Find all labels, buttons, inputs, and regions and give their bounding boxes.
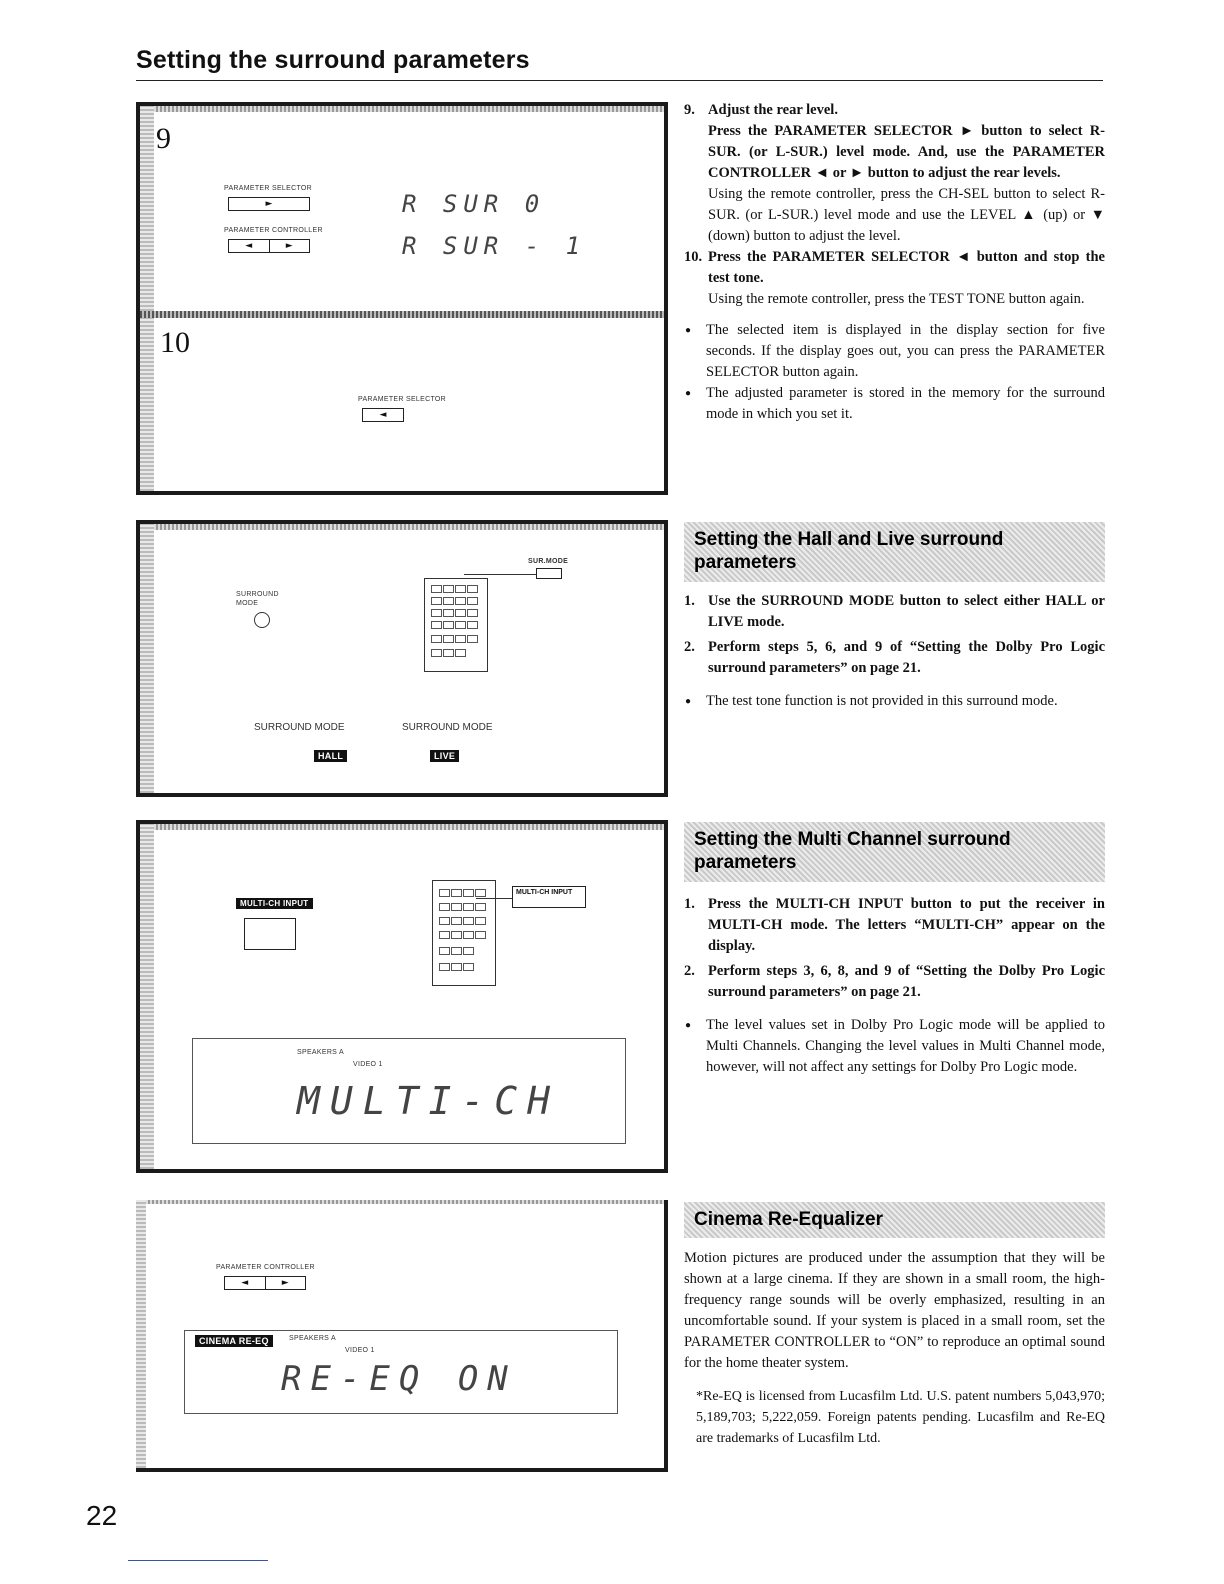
remote-key [431, 585, 442, 593]
remote-key [455, 609, 466, 617]
remote-key [455, 621, 466, 629]
step-number: 2. [684, 639, 695, 655]
step-number: 10 [160, 326, 190, 359]
surround-mode-label: SURROUND MODE [236, 591, 279, 607]
parameter-controller-label: PARAMETER CONTROLLER [216, 1264, 315, 1271]
illustration-panel-cinema-re-eq [136, 1200, 668, 1472]
display-readout: RE-EQ ON [281, 1359, 517, 1399]
note-bullet: ● The level values set in Dolby Pro Logic mode will be applied to Multi Channels. Changing the level values in Multi Channel mode, however, will not affect any settings for Dolby Pro Logic mode. [684, 1015, 1105, 1078]
live-indicator: LIVE [430, 750, 459, 762]
step-instruction: Perform steps 5, 6, and 9 of “Setting the Dolby Pro Logic surround parameters” on page 21. [708, 639, 1105, 676]
speakers-indicator: SPEAKERS A [289, 1335, 336, 1342]
remote-key [451, 903, 462, 911]
display-readout: MULTI-CH [297, 1079, 561, 1123]
remote-key [431, 621, 442, 629]
remote-key [463, 917, 474, 925]
surround-mode-label: SURROUND MODE [254, 722, 345, 733]
right-arrow-icon[interactable]: ► [281, 1278, 289, 1288]
step-remote-instruction: Using the remote controller, press the CH-SEL button to select R-SUR. (or L-SUR.) level mode and use the LEVEL ▲ (up) or ▼ (down) button to adjust the level. [708, 186, 1105, 244]
panel-texture [140, 524, 154, 793]
right-arrow-icon: ► [265, 199, 273, 209]
cinema-re-eq-section [684, 1248, 1105, 1449]
multi-ch-indicator: MULTI-CH INPUT [236, 898, 313, 909]
left-arrow-icon[interactable]: ◄ [229, 240, 270, 252]
remote-key [475, 889, 486, 897]
section-heading-cinema-re-eq: Cinema Re-Equalizer [684, 1202, 1105, 1238]
parameter-selector-label: PARAMETER SELECTOR [358, 396, 446, 403]
multi-ch-input-button[interactable] [244, 918, 296, 950]
remote-key [463, 947, 474, 955]
panel-texture [140, 106, 154, 491]
hall-indicator: HALL [314, 750, 347, 762]
remote-key [443, 621, 454, 629]
panel-texture [140, 106, 664, 112]
remote-key [451, 947, 462, 955]
step-9 [684, 100, 1105, 247]
parameter-selector-button[interactable] [228, 197, 310, 211]
remote-key [475, 903, 486, 911]
note-bullet: ● The test tone function is not provided in this surround mode. [684, 691, 1105, 712]
multi-channel-section [684, 894, 1105, 1078]
multi-ch-input-callout: MULTI-CH INPUT [512, 886, 586, 908]
step-number: 10. [684, 249, 703, 265]
remote-key [463, 903, 474, 911]
remote-key [439, 903, 450, 911]
cinema-re-eq-indicator: CINEMA RE-EQ [195, 1335, 273, 1347]
speakers-indicator: SPEAKERS A [297, 1049, 344, 1056]
step-instruction: Press the MULTI-CH INPUT button to put the receiver in MULTI-CH mode. The letters “MULTI-CH” appear on the display. [708, 896, 1105, 954]
parameter-controller-button[interactable] [228, 239, 310, 253]
illustration-panel-hall-live [136, 520, 668, 797]
trademark-note: *Re-EQ is licensed from Lucasfilm Ltd. U.S. patent numbers 5,043,970; 5,189,703; 5,222,059. Foreign patents pending. Lucasfilm and Re-EQ are trademarks of Lucasfilm Ltd. [696, 1389, 1105, 1446]
note-bullet: ● The adjusted parameter is stored in the memory for the surround mode in which you set it. [684, 383, 1105, 425]
footer-rule [128, 1560, 268, 1561]
illustration-panel-multi-ch [136, 820, 668, 1173]
surround-mode-knob[interactable] [254, 612, 270, 628]
illustration-panel-rear-level [136, 102, 668, 495]
step-title: Adjust the rear level. [708, 102, 838, 118]
left-arrow-icon: ◄ [379, 410, 387, 420]
video-indicator: VIDEO 1 [353, 1061, 383, 1068]
remote-key [467, 621, 478, 629]
video-indicator: VIDEO 1 [345, 1347, 375, 1354]
remote-control-icon [432, 880, 496, 986]
remote-key [451, 931, 462, 939]
remote-key [455, 635, 466, 643]
step-number: 9. [684, 102, 695, 118]
remote-key [439, 889, 450, 897]
step-10 [684, 247, 1105, 310]
parameter-controller-button[interactable] [224, 1276, 306, 1290]
step-remote-instruction: Using the remote controller, press the TEST TONE button again. [708, 291, 1085, 307]
step-instruction: Press the PARAMETER SELECTOR ► button to select R-SUR. (or L-SUR.) level mode. And, use the PARAMETER CONTROLLER ◄ or ► button to adjust the rear levels. [708, 123, 1105, 181]
step-number: 2. [684, 963, 695, 979]
step-number: 1. [684, 593, 695, 609]
remote-key [439, 931, 450, 939]
panel-texture [140, 524, 664, 530]
remote-key [463, 889, 474, 897]
step-number: 9 [156, 122, 171, 155]
step-instruction: Perform steps 3, 6, 8, and 9 of “Setting the Dolby Pro Logic surround parameters” on page 21. [708, 963, 1105, 1000]
page-number: 22 [86, 1500, 118, 1531]
parameter-selector-label: PARAMETER SELECTOR [224, 185, 312, 192]
panel-divider [140, 311, 664, 318]
sur-mode-button[interactable] [536, 568, 562, 579]
remote-key [439, 963, 450, 971]
hall-live-section [684, 591, 1105, 712]
step-instruction: Use the SURROUND MODE button to select either HALL or LIVE mode. [708, 593, 1105, 630]
step-1 [684, 591, 1105, 633]
remote-key [439, 947, 450, 955]
parameter-controller-label: PARAMETER CONTROLLER [224, 227, 323, 234]
panel-texture [140, 824, 664, 830]
front-panel-display [192, 1038, 626, 1144]
right-arrow-icon[interactable]: ► [285, 241, 293, 251]
sur-mode-callout-label: SUR.MODE [528, 558, 569, 565]
remote-key [431, 649, 442, 657]
remote-key [455, 597, 466, 605]
remote-key [439, 917, 450, 925]
display-readout: R SUR 0 [402, 190, 546, 218]
remote-key [475, 917, 486, 925]
remote-key [443, 635, 454, 643]
remote-key [443, 649, 454, 657]
section-heading-hall-live: Setting the Hall and Live surround parameters [684, 522, 1105, 582]
rear-level-section [684, 100, 1105, 425]
note-bullet: ● The selected item is displayed in the display section for five seconds. If the display goes out, you can press the PARAMETER SELECTOR button again. [684, 320, 1105, 383]
remote-key [443, 609, 454, 617]
section-heading-multi-channel: Setting the Multi Channel surround parameters [684, 822, 1105, 882]
callout-line [476, 898, 512, 899]
parameter-selector-button[interactable] [362, 408, 404, 422]
remote-key [451, 963, 462, 971]
remote-key [467, 635, 478, 643]
surround-mode-label: SURROUND MODE [402, 722, 493, 733]
remote-key [463, 963, 474, 971]
step-instruction: Press the PARAMETER SELECTOR ◄ button and stop the test tone. [708, 249, 1105, 286]
display-readout: R SUR - 1 [402, 232, 587, 260]
remote-key [467, 585, 478, 593]
step-2 [684, 637, 1105, 679]
remote-key [467, 597, 478, 605]
remote-key [431, 635, 442, 643]
callout-line [464, 574, 536, 575]
remote-key [431, 609, 442, 617]
remote-key [475, 931, 486, 939]
panel-texture [140, 824, 154, 1169]
remote-key [455, 649, 466, 657]
remote-key [455, 585, 466, 593]
remote-key [467, 609, 478, 617]
front-panel-display [184, 1330, 618, 1414]
left-arrow-icon[interactable]: ◄ [225, 1277, 266, 1289]
step-number: 1. [684, 896, 695, 912]
panel-texture [136, 1200, 664, 1204]
remote-control-icon [424, 578, 488, 672]
step-2 [684, 961, 1105, 1003]
remote-key [443, 597, 454, 605]
section-body: Motion pictures are produced under the assumption that they will be shown at a large cinema. If they are shown in a small room, the high-frequency range sounds will be overly emphasized, resulting in an uncomfortable sound. If your system is placed in a small room, set the PARAMETER CONTROLLER to “ON” to reproduce an optimal sound for the home theater system. [684, 1250, 1105, 1371]
remote-key [463, 931, 474, 939]
remote-key [451, 917, 462, 925]
step-1 [684, 894, 1105, 957]
page-title: Setting the surround parameters [136, 46, 530, 74]
remote-key [431, 597, 442, 605]
panel-texture [136, 1200, 146, 1468]
remote-key [451, 889, 462, 897]
title-rule [136, 80, 1103, 81]
remote-key [443, 585, 454, 593]
